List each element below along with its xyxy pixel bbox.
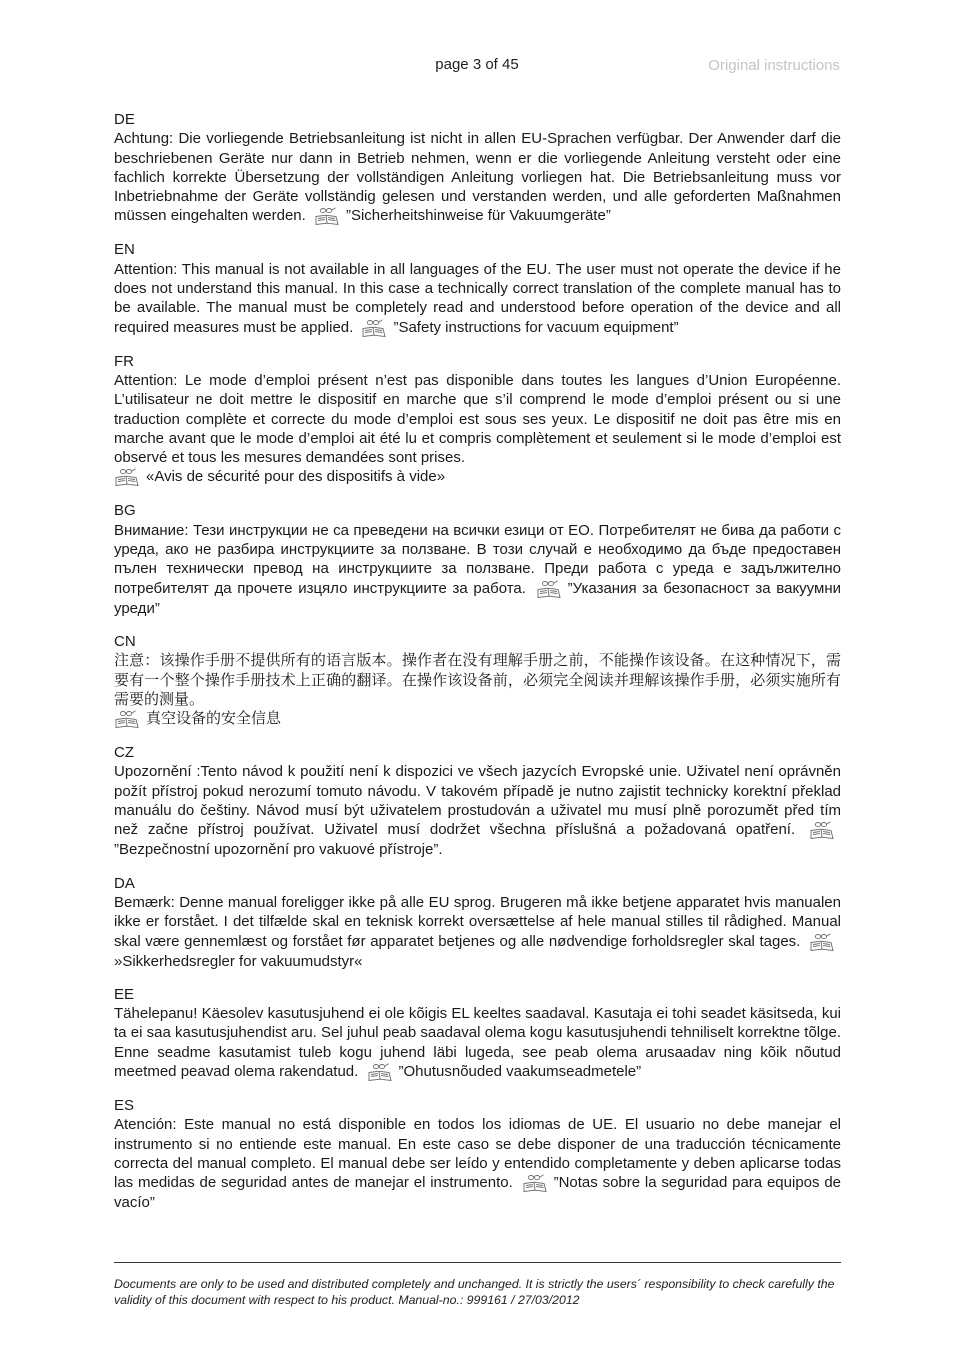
- lang-section-ee: [114, 985, 841, 1082]
- safety-reference: ”Safety instructions for vacuum equipment”: [393, 318, 679, 336]
- notice-text: Tähelepanu! Käesolev kasutusjuhend ei ole kõigis EL keeltes saadaval. Kasutaja ei tohi seadet käsitseda, kui ta ei saa kasutusjuhendist aru. Sel juhul peab saadaval olema kogu kasutusjuhendi tehniliselt korrektne tõlge. Enne seadme kasutamist tuleb kogu juhend läbi lugeda, see peab olema arusaadav ning kõik nõutud meetmed peavad olema rakendatud.: [114, 1005, 841, 1080]
- read-manual-icon: [114, 710, 140, 729]
- notice-text: Upozornění :Tento návod k použití není k dispozici ve všech jazycích Evropské unie. Uživatel není oprávněn požít přístroj pokud nerozumí tomuto návodu. V takovém případě je nutno zajistit technicky korektní překlad manuálu do češtiny. Návod musí být uživatelem prostudován a uživatel mu musí plně porozumět před tím než začne přístroj používat. Uživatel musí dodržet všechna příslušná a požadovaná opatření.: [114, 763, 841, 839]
- safety-reference: ”Bezpečnostní upozornění pro vakuové přístroje”.: [114, 841, 443, 859]
- notice-text: 注意：该操作手册不提供所有的语言版本。操作者在没有理解手册之前，不能操作该设备。在这种情况下，需要有一个整个操作手册技术上正确的翻译。在操作该设备前，必须完全阅读并理解该操作手册，必须实施所有需要的测量。: [114, 652, 841, 708]
- notice-text: Attention: This manual is not available in all languages of the EU. The user must not operate the device if he does not understand this manual. In this case a technically correct translation of the complete manual has to be available. The manual must be completely read and understood before operation of the device and all required measures must be applied.: [114, 260, 841, 336]
- read-manual-icon: [809, 933, 835, 952]
- lang-body: [114, 1004, 841, 1082]
- notice-text: Attention: Le mode d’emploi présent n’est pas disponible dans toutes les langues d’Union Européenne. L’utilisateur ne doit mettre le dispositif en marche que s’il comprend le mode d’emploi présent ou si une traduction complète et correcte du mode d’emploi est sous ses yeux. Le dispositif ne doit pas être mis en marche avant que le mode d’emploi ait été lu et compris complètement et seulement si le mode d’emploi est observé et tous les mesures demandées sont prises.: [114, 371, 841, 467]
- safety-reference: «Avis de sécurité pour des dispositifs à vide»: [146, 468, 446, 486]
- safety-reference: ”Ohutusnõuded vaakumseadmetele”: [398, 1062, 642, 1080]
- lang-section-cz: [114, 743, 841, 859]
- lang-body: [114, 260, 841, 338]
- lang-body: [114, 129, 841, 226]
- lang-code: BG: [114, 502, 136, 520]
- notice-text: Bemærk: Denne manual foreligger ikke på alle EU sprog. Brugeren må ikke betjene apparatet hvis manualen ikke er forstået. I det tilfælde skal en teknisk korrekt oversættelse af hele manual stilles til rådighed. Manual skal være gennemlæst og forstået før apparatet betjenes og alle nødvendige forholdsregler skal tages.: [114, 893, 841, 950]
- page-number: page 3 of 45: [435, 56, 519, 73]
- lang-code: DE: [114, 111, 135, 128]
- lang-section-es: [114, 1096, 841, 1212]
- lang-section-de: [114, 110, 841, 226]
- read-manual-icon: [367, 1063, 393, 1082]
- lang-section-bg: [114, 501, 841, 617]
- footer-divider: [114, 1262, 841, 1263]
- lang-reference-line: [114, 709, 841, 729]
- read-manual-icon: [522, 1174, 548, 1193]
- lang-code: EE: [114, 985, 135, 1003]
- lang-code: FR: [114, 352, 134, 370]
- safety-reference: 真空设备的安全信息: [146, 710, 282, 728]
- lang-section-da: [114, 874, 841, 971]
- lang-code: CZ: [114, 744, 134, 762]
- lang-section-en: [114, 240, 841, 337]
- safety-reference: »Sikkerhedsregler for vakuumudstyr«: [114, 952, 363, 970]
- notice-text: Achtung: Die vorliegende Betriebsanleitung ist nicht in allen EU-Sprachen verfügbar. Der Anwender darf die beschriebenen Geräte nur dann in Betrieb nehmen, wenn er die vorliegende Anleitung versteht oder eine fachlich korrekte Übersetzung der vollständigen Anleitung vorliegen hat. Die Betriebsanleitung muss vor Inbetriebnahme der Geräte vollständig gelesen und verstanden werden, und alle geforderten Maßnahmen müssen eingehalten werden.: [114, 130, 841, 225]
- safety-reference: ”Sicherheitshinweise für Vakuumgeräte”: [345, 207, 611, 225]
- lang-body: [114, 762, 841, 859]
- safety-reference: ”Notas sobre la seguridad para equipos de vacío”: [114, 1174, 842, 1212]
- original-instructions-label: Original instructions: [708, 57, 840, 74]
- notice-text: Atención: Este manual no está disponible en todos los idiomas de UE. El usuario no debe manejar el instrumento si no entiende este manual. En este caso se debe disponer de una traducción técnicamente correcta del manual completo. El manual debe ser leído y entendido completamente y deben aplicarse todas las medidas de seguridad antes de manejar el instrumento.: [114, 1116, 841, 1192]
- lang-code: CN: [114, 632, 136, 650]
- lang-body: [114, 521, 841, 618]
- lang-reference-line: [114, 467, 841, 487]
- safety-reference: ”Указания за безопасност за вакуумни уреди”: [114, 579, 841, 617]
- lang-body: [114, 1115, 841, 1212]
- page-header: [0, 56, 954, 76]
- lang-body: [114, 893, 841, 971]
- read-manual-icon: [314, 207, 340, 226]
- lang-section-fr: [114, 352, 841, 488]
- lang-body: [114, 371, 841, 467]
- footer-disclaimer: Documents are only to be used and distributed completely and unchanged. It is strictly the users´ responsibility to check carefully the validity of this document with respect to his product. Manual-no.: 999161 / 27/03/2012: [114, 1277, 835, 1307]
- read-manual-icon: [809, 821, 835, 840]
- read-manual-icon: [536, 580, 562, 599]
- lang-body: [114, 651, 841, 709]
- lang-code: DA: [114, 874, 135, 892]
- lang-section-cn: [114, 632, 841, 729]
- read-manual-icon: [114, 468, 140, 487]
- notice-text: Внимание: Тези инструкции не са преведени на всички езици от ЕО. Потребителят не бива да работи с уреда, ако не разбира инструкциите за ползване. В този случай е необходимо да бъде предоставен пълен технически превод на инструкциите за ползване. Преди работа с уреда е задължително потребителят да прочете изцяло инструкциите за работа.: [114, 521, 841, 597]
- lang-code: EN: [114, 241, 135, 259]
- language-notice-list: [114, 110, 841, 1226]
- read-manual-icon: [361, 319, 387, 338]
- lang-code: ES: [114, 1096, 135, 1114]
